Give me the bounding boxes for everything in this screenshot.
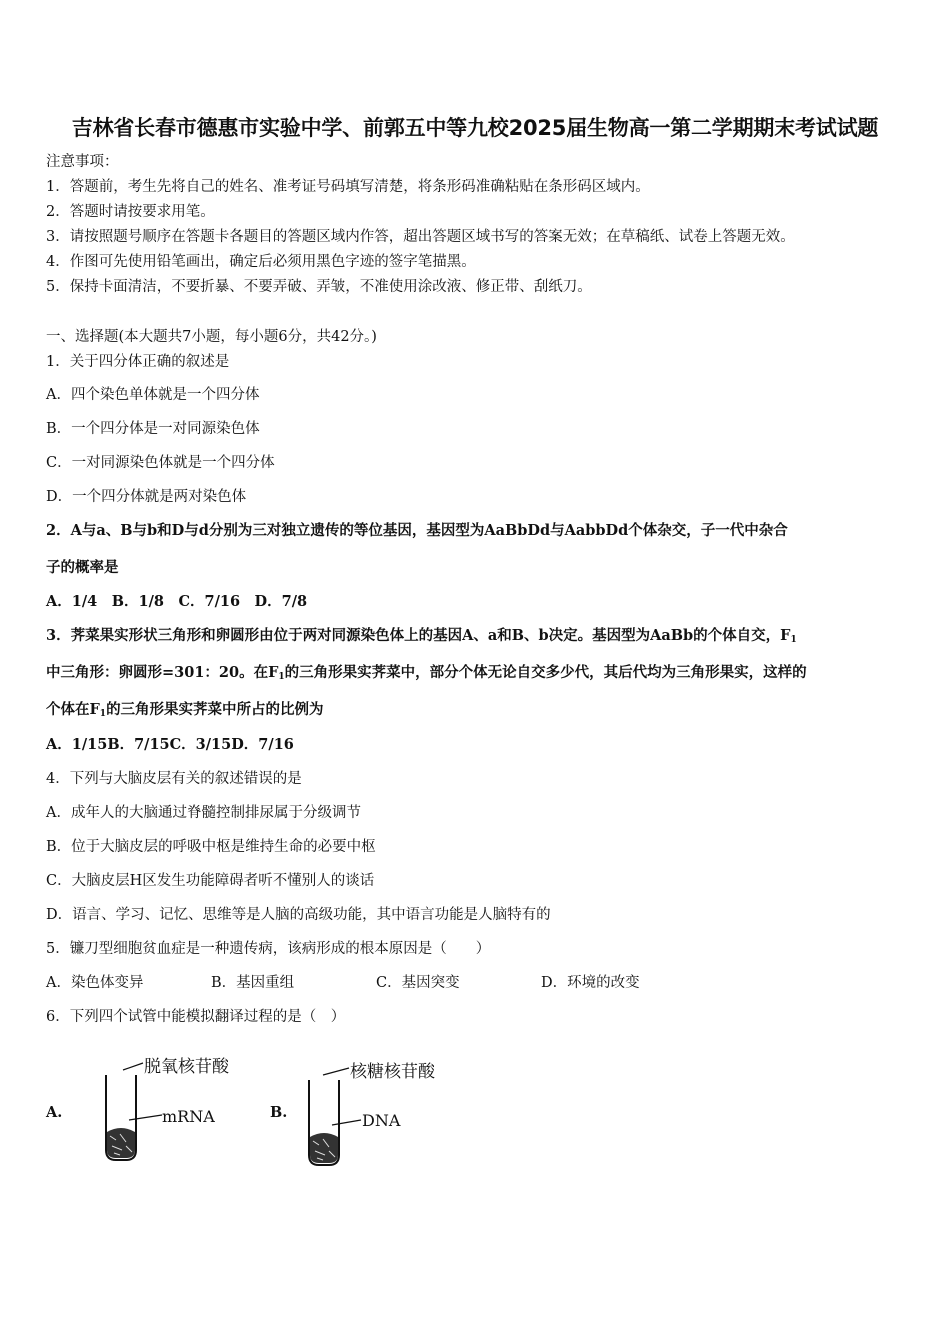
question-4-stem: 4．下列与大脑皮层有关的叙述错误的是 xyxy=(46,771,302,787)
q1-option-d: D．一个四分体就是两对染色体 xyxy=(46,489,247,505)
question-5-stem: 5．镰刀型细胞贫血症是一种遗传病，该病形成的根本原因是（ ） xyxy=(46,941,491,957)
q5-option-a: A．染色体变异 xyxy=(46,975,144,991)
page-title: 吉林省长春市德惠市实验中学、前郭五中等九校2025届生物高一第二学期期末考试试题 xyxy=(71,116,879,140)
q1-option-b: B．一个四分体是一对同源染色体 xyxy=(46,421,260,437)
tube-a-template-label: mRNA xyxy=(162,1107,215,1126)
test-tube-b-icon xyxy=(299,1065,379,1170)
question-2-stem-cont: 子的概率是 xyxy=(46,559,119,576)
q3-options: A．1/15B．7/15C．3/15D．7/16 xyxy=(46,736,294,753)
q4-option-c: C．大脑皮层H区发生功能障碍者听不懂别人的谈话 xyxy=(46,873,375,889)
question-6-stem: 6．下列四个试管中能模拟翻译过程的是（ ） xyxy=(46,1009,346,1025)
q5-option-d: D．环境的改变 xyxy=(541,975,640,991)
note-item: 3．请按照题号顺序在答题卡各题目的答题区域内作答，超出答题区域书写的答案无效；在草稿纸、试卷上答题无效。 xyxy=(46,229,795,245)
q1-option-c: C．一对同源染色体就是一个四分体 xyxy=(46,455,275,471)
question-1-stem: 1．关于四分体正确的叙述是 xyxy=(46,354,230,370)
q2-options: A．1/4 B．1/8 C．7/16 D．7/8 xyxy=(46,593,308,610)
note-item: 2．答题时请按要求用笔。 xyxy=(46,204,215,220)
question-3-line1: 3．荠菜果实形状三角形和卵圆形由位于两对同源染色体上的基因A、a和B、b决定。基因型为AaBb的个体自交，$F_1$ xyxy=(46,627,797,645)
tube-a-reagent-label: 脱氧核苷酸 xyxy=(144,1057,229,1077)
q4-option-d: D．语言、学习、记忆、思维等是人脑的高级功能，其中语言功能是人脑特有的 xyxy=(46,907,551,923)
tube-b-reagent-label: 核糖核苷酸 xyxy=(350,1062,435,1082)
note-item: 1．答题前，考生先将自己的姓名、准考证号码填写清楚，将条形码准确粘贴在条形码区域内。 xyxy=(46,179,650,195)
section-heading: 一、选择题(本大题共7小题，每小题6分，共42分。) xyxy=(46,329,377,345)
q1-option-a: A．四个染色单体就是一个四分体 xyxy=(46,387,260,403)
note-item: 5．保持卡面清洁，不要折暴、不要弄破、弄皱，不准使用涂改液、修正带、刮纸刀。 xyxy=(46,279,592,295)
question-3-line3: 个体在$F_1$的三角形果实荠菜中所占的比例为 xyxy=(46,701,324,719)
q4-option-b: B．位于大脑皮层的呼吸中枢是维持生命的必要中枢 xyxy=(46,839,376,855)
q5-option-b: B．基因重组 xyxy=(211,975,295,991)
tube-b-template-label: DNA xyxy=(362,1111,401,1130)
q6-option-b-label: B. xyxy=(270,1104,288,1121)
q5-option-c: C．基因突变 xyxy=(376,975,460,991)
notes-heading: 注意事项： xyxy=(46,154,119,170)
q4-option-a: A．成年人的大脑通过脊髓控制排尿属于分级调节 xyxy=(46,805,361,821)
question-2-stem: 2．A与a、B与b和D与d分别为三对独立遗传的等位基因，基因型为AaBbDd与AabbDd个体杂交，子一代中杂合 xyxy=(46,522,788,539)
question-3-line2: 中三角形：卵圆形=301：20。在$F_1$的三角形果实荠菜中，部分个体无论自交多少代，其后代均为三角形果实，这样的 xyxy=(46,664,807,682)
q6-option-a-label: A. xyxy=(46,1104,63,1121)
note-item: 4．作图可先使用铅笔画出，确定后必须用黑色字迹的签字笔描黑。 xyxy=(46,254,476,270)
test-tube-a-icon xyxy=(96,1060,176,1165)
